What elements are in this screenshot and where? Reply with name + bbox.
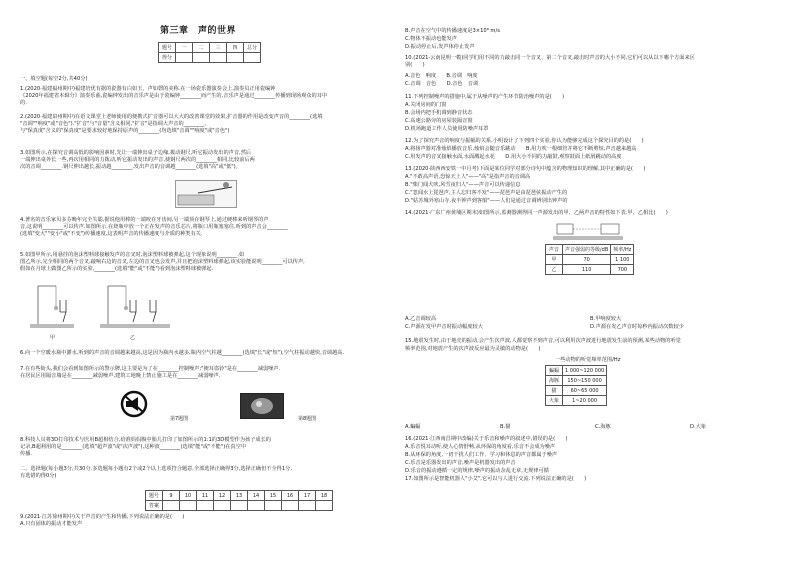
table-cell: 声音强弱的等级/dB xyxy=(563,245,611,255)
option: B.猫 xyxy=(500,424,511,430)
ruler-drawing xyxy=(176,181,236,207)
text-line: C."忽闻水上琵琶声,主人忘归客不发"——琵琶声是由琵琶弦振动产生的 xyxy=(405,190,568,196)
table-cell: 四 xyxy=(227,43,244,53)
table-cell: 1~20 000 xyxy=(563,396,607,406)
text-line: C.物体不振动也能发声 xyxy=(405,36,457,42)
text-line: B."柴门闻犬吠,风雪夜归人"——声音可以传递信息 xyxy=(405,182,521,188)
text-line: B.声音在空气中的传播速度是3×10⁸ m/s xyxy=(405,28,500,34)
text-line: 3.如图所示,在探究音调高低的影响因素时,先让一端伸出桌子边缘,拨动钢尺,听它振动发出的声音,然后 xyxy=(20,150,252,156)
figure-label: 甲 xyxy=(50,335,56,341)
text-line: 在居民区用隔音墙是在________减弱噪声,建筑工地晚上禁止施工是在________减弱噪声. xyxy=(20,373,221,379)
monitor-drawing xyxy=(553,220,623,242)
text-line: 10.(2021·云南昆明一模)同学们用不同的力敲击同一个音叉、第二个音叉,敲击时声音的大小不同,它们可以从以下哪个方面来区 xyxy=(405,55,695,61)
table-row xyxy=(546,396,607,406)
text-line: 的. xyxy=(20,100,27,106)
text-line: 16.(2021·江西南昌期中改编)关于乐音和噪声的叙述中,错误的是( ) xyxy=(405,436,568,442)
text-line: D.机场跑道工作人员使用防噪声耳罩 xyxy=(405,126,489,132)
answer-cell[interactable] xyxy=(163,501,180,511)
text-line: 5.如图甲所示,用悬挂的泡沫塑料球接触发声的音叉时,泡沫塑料球被弹起,这个现象说明________.如 xyxy=(20,252,245,258)
table-row xyxy=(546,376,607,386)
option: C.声源在发甲声音时振动幅度较大 xyxy=(405,324,483,330)
animal-hearing-table xyxy=(545,365,607,406)
no-honking-sign-figure xyxy=(112,390,156,418)
tuning-fork-drawing xyxy=(28,282,178,330)
text-line: 14.(2021·广东广州黄埔区期末)如图所示,监测器测得同一声源发出的甲、乙两声音的特性如下表.甲、乙相比( ) xyxy=(405,210,668,216)
text-line: 与"保真度"含义的"保真度"是要求较好地保持原声的________(均选填"音调""响度"或"音色") xyxy=(20,128,230,134)
text-line: 别( ) xyxy=(405,62,425,68)
table-cell: 18 xyxy=(316,491,333,501)
sound-table-row xyxy=(546,265,634,275)
table-cell: 1 100 xyxy=(611,255,634,265)
table-cell: 总分 xyxy=(244,43,261,53)
text-line: C.音调 音色 D.音色 音调 xyxy=(405,81,479,87)
answer-cell[interactable] xyxy=(197,501,214,511)
text-line: C.乐音是乐器发出的声音,噪声是机器发出的声音 xyxy=(405,460,516,466)
answer-cell[interactable] xyxy=(299,501,316,511)
text-line: 假如在月球上做图乙所示的实验,________(选填"能"或"不能")看到泡沫塑料球被弹起. xyxy=(20,266,214,272)
table-cell: 14 xyxy=(248,491,265,501)
option: B.甲响度较大 xyxy=(590,316,622,322)
text-line: 6.向一个空暖水瓶中灌水,听到的声音的音调越来越高,这是因为瓶内水越多,瓶内空气柱越________(选填"长"或"短"),空气柱振动越快,音调越高. xyxy=(20,350,345,356)
score-table-row xyxy=(159,43,261,53)
sound-table-row xyxy=(546,245,634,255)
answer-table-row xyxy=(146,501,333,511)
text-line: 音,这说明________可以传声.如图所示,在烧瓶中放一个正在发声的音乐芯片,将瓶口用瓶塞塞住,听到的声音会________ xyxy=(20,224,288,230)
text-line: 8.科技人员将3D打印技术与医用B超相结合,给准妈妈腹中胎儿打印了如图所示的1:1的3D模型作为孩子成长的 xyxy=(20,437,271,443)
table-cell: 题号 xyxy=(159,43,176,53)
text-line: A.乐音悦耳动听,使人心情舒畅,从环保的角度看,乐音不会成为噪声 xyxy=(405,444,556,450)
table-cell: 海豚 xyxy=(546,376,563,386)
text-line: D."姑苏城外寒山寺,夜半钟声到客船"——人们是通过音调辨别出钟声的 xyxy=(405,198,568,204)
text-line: B.从环保的角度,一切干扰人们工作、学习和休息的声音都属于噪声 xyxy=(405,452,558,458)
score-cell[interactable] xyxy=(193,53,210,63)
table-cell: 15 xyxy=(265,491,282,501)
text-line: (选填"变大""变小"或"不变")传播速度,这表明声音的传播速度与介质的种类有关. xyxy=(20,231,203,237)
answer-cell[interactable] xyxy=(248,501,265,511)
answer-cell[interactable] xyxy=(316,501,333,511)
text-line: 频率范围,对地震产生的次声波反应最为灵敏的动物是( ) xyxy=(405,346,541,352)
answer-cell[interactable] xyxy=(214,501,231,511)
sound-table xyxy=(545,244,634,275)
text-line: D.振动停止后,发声体停止发声 xyxy=(405,44,475,50)
question-9: 9.(2021·江苏徐州期中)关于声音的产生和传播,下列说法正确的是( ) xyxy=(20,514,185,520)
score-cell[interactable] xyxy=(210,53,227,63)
score-cell[interactable] xyxy=(244,53,261,63)
table-cell: 17 xyxy=(299,491,316,501)
section1-heading: 一、填空题(每空2分,共40分) xyxy=(20,76,88,82)
text-line: 17.如图所示是智能机器人"小艾",它可以与人进行交流.下列说法正确的是( ) xyxy=(405,476,587,482)
score-cell[interactable] xyxy=(176,53,193,63)
table-cell: 60~65 000 xyxy=(563,386,607,396)
option: C.海豚 xyxy=(595,424,611,430)
table-row xyxy=(546,366,607,376)
text-line: 一端伸出桌外长一些,再次用相同的力拨动,听它振动发出的声音,使钢尺两次的________相同,比较前后两 xyxy=(20,157,255,163)
text-line: 12.为了探究声音的响度与振幅的关系,小明设计了下列四个实验,你认为能够完成这个探究目的的是( ) xyxy=(405,138,644,144)
tuning-fork-figure xyxy=(28,282,178,330)
text-line: B.会场内把手机调到静音状态 xyxy=(405,110,473,116)
ruler-figure xyxy=(175,180,237,208)
text-line: 次的音调________.钢尺伸出越长,振动越________,发出声音的音调越________(选填"高"或"低")。 xyxy=(20,164,241,170)
table-cell: 10 xyxy=(180,491,197,501)
text-line: 传播. xyxy=(20,451,33,457)
option: A.乙音调较高 xyxy=(405,316,437,322)
table-cell: 乙 xyxy=(546,265,563,275)
text-line: 15.地震发生时,由于地壳的振动,会产生次声波,人都觉察不到声音,可以利用次声波进行地震发生前的预测,某些动物的听觉 xyxy=(405,338,681,344)
3d-model-photo xyxy=(240,393,284,419)
table-cell: 16 xyxy=(282,491,299,501)
table-cell: 频率/Hz xyxy=(611,245,634,255)
table-cell: 蝙蝠 xyxy=(546,366,563,376)
table-cell: 答案 xyxy=(146,501,163,511)
answer-cell[interactable] xyxy=(265,501,282,511)
text-line: A."不敢高声语,恐惊天上人"——"高"是指声音的音调高 xyxy=(405,174,531,180)
table-cell: 甲 xyxy=(546,255,563,265)
text-line: 2.(2020·福建泉州期中)在语文课堂上老师使用的便携式扩音器可以大大的改善课堂的效果,扩音器的作用是改变声音的________(选填 xyxy=(20,114,323,120)
table-cell: 猫 xyxy=(546,386,563,396)
section2-heading-cont: 有选错的得0分) xyxy=(20,473,57,479)
option: D.大象 xyxy=(690,424,707,430)
figure-label: 乙 xyxy=(130,335,136,341)
page-title: 第三章 声的世界 xyxy=(160,26,237,36)
table-cell: 一 xyxy=(176,43,193,53)
table-cell: 三 xyxy=(210,43,227,53)
text-line: "音调""响度"或"音色")."扩音"与"音量"含义相同,"扩音"是指调大声音的________, xyxy=(20,121,207,127)
answer-cell[interactable] xyxy=(180,501,197,511)
table-cell: 70 xyxy=(563,255,611,265)
text-line: 《2020年福建省本辑分》演奏乐曲,瓷编钟发出的音乐声是由于瓷编钟________而产生的,音乐声是通过________传播到现场观众的耳中 xyxy=(20,93,328,99)
text-line: A.音色 响度 B.音调 响度 xyxy=(405,73,478,79)
text-line: C.高速公路旁的房屋装隔音窗 xyxy=(405,118,473,124)
answer-cell[interactable] xyxy=(231,501,248,511)
sound-table-row xyxy=(546,255,634,265)
figure-caption: 第7题图 xyxy=(170,416,189,422)
section2-heading: 二、选择题(每小题3分,共30分.多选题每小题有2个或2个以上选项符合题意,全部选择正确得3分,选择正确但不全得1分, xyxy=(20,466,292,472)
monitor-figure xyxy=(553,220,623,242)
figure-caption: 第8题图 xyxy=(298,416,317,422)
text-line: C.用发声的音叉接触水面,水面溅起水花 D.用大小不同的力敲鼓,观察鼓面上纸屑跳动的高度 xyxy=(405,154,622,160)
3d-model-icon xyxy=(241,394,283,418)
table-cell: 声音 xyxy=(546,245,563,255)
text-line: 记录,B超利用的是________(选填"超声波"或"次声波"),这种波________(选填"能"或"不能")在真空中 xyxy=(20,444,246,450)
text-line: 13.(2020·陕西西安铁一中月考)下面是某位同学对部分诗句中蕴含的物理知识的理解,其中正确的是( ) xyxy=(405,166,646,172)
text-line: A.将扬声器对准烛焰播放音乐,烛焰会随音乐跳动 B.用力吹一根细管并将它不断剪短,声音越来越高 xyxy=(405,146,637,152)
score-cell[interactable] xyxy=(227,53,244,63)
option: D.声源在发乙声音时每秒内振动次数较少 xyxy=(590,324,684,330)
text-line: 4.著名的音乐家贝多芬晚年完全失聪,据说他用棒的一端咬在牙齿间,另一端顶在钢琴上,通过硬棒来听钢琴的声 xyxy=(20,217,269,223)
table-cell: 110 xyxy=(563,265,611,275)
answer-table xyxy=(145,490,333,511)
answer-table-row xyxy=(146,491,333,501)
score-table xyxy=(158,42,261,63)
text-line: 图乙所示,完全相同的两个音叉,敲响右边的音叉,左边的音叉也会发声,并且把泡沫塑料球弹起,该实验能说明________可以传声, xyxy=(20,259,305,265)
table-cell: 题号 xyxy=(146,491,163,501)
no-honking-icon xyxy=(112,390,156,418)
table-cell: 二 xyxy=(193,43,210,53)
table-cell: 1 000~120 000 xyxy=(563,366,607,376)
table-cell: 得分 xyxy=(159,53,176,63)
table-cell: 12 xyxy=(214,491,231,501)
table-cell: 9 xyxy=(163,491,180,501)
text-line: D.乐音的振动遵循一定的规律,噪声的振动杂乱无章,无规律可循 xyxy=(405,468,549,474)
table-cell: 150~150 000 xyxy=(563,376,607,386)
text-line: 7.在有些街头,我们会看到如图所示的警示牌,这主要是为了在________控制噪声;"掩耳盗铃"是在________减弱噪声. xyxy=(20,366,281,372)
score-table-row xyxy=(159,53,261,63)
table-cell: 700 xyxy=(611,265,634,275)
table-cell: 大象 xyxy=(546,396,563,406)
table-cell: 11 xyxy=(197,491,214,501)
text-line: 11.下列控制噪声的措施中,属于从噪声的产生环节防治噪声的是( ) xyxy=(405,94,565,100)
text-line: A.关闭房间的门窗 xyxy=(405,102,447,108)
text-line: 1.(2020·福建福州期中)福建培优有据的瓷器有白如玉，声如磬的美称.在一场瓷乐器演奏会上,演奏员正用瓷编钟 xyxy=(20,86,276,92)
question-9-option-a: A.只有固体的振动才能发声 xyxy=(20,521,83,527)
table-row xyxy=(546,386,607,396)
option: A.蝙蝠 xyxy=(405,424,421,430)
table-caption: 一些动物的听觉频率范围/Hz xyxy=(555,357,621,363)
table-cell: 13 xyxy=(231,491,248,501)
answer-cell[interactable] xyxy=(282,501,299,511)
